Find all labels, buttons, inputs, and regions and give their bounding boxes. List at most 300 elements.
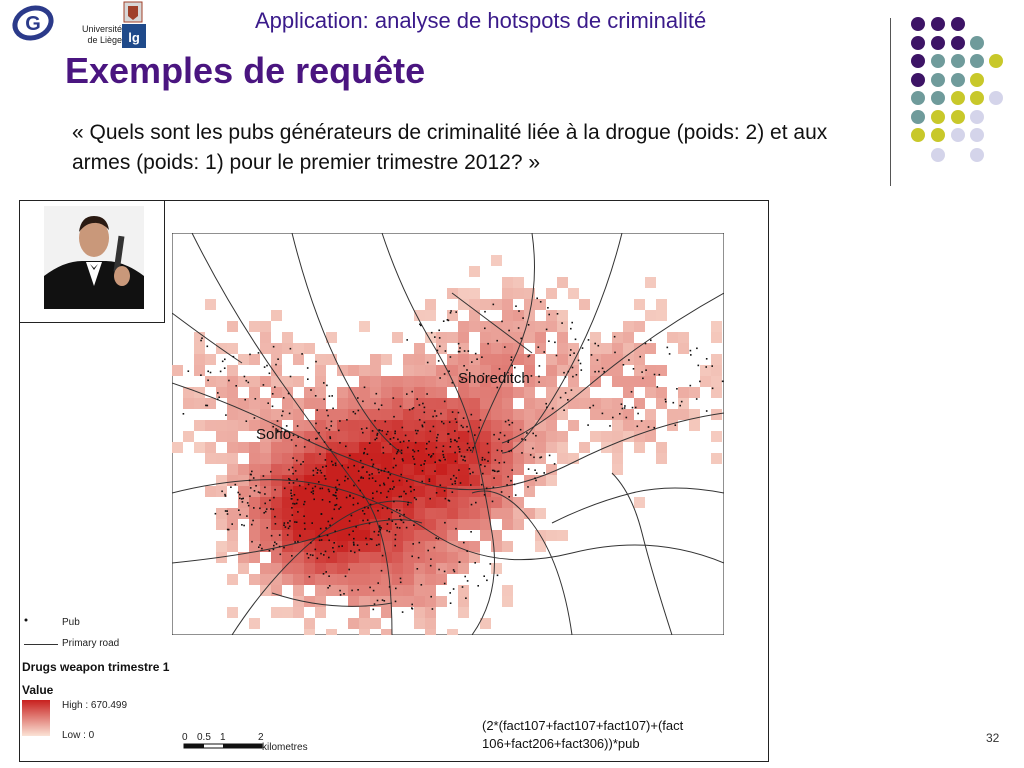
pub-point [637,413,639,415]
hotspot-cell [337,420,348,431]
pub-point [507,476,509,478]
hotspot-cell [304,464,315,475]
hotspot-cell [293,519,304,530]
pub-point [329,395,331,397]
pub-point [591,354,593,356]
hotspot-cell [282,453,293,464]
pub-point [253,507,255,509]
pub-point [444,583,446,585]
pub-point [514,367,516,369]
hotspot-cell [403,376,414,387]
pub-point [372,465,374,467]
hotspot-cell [469,321,480,332]
pub-point [572,376,574,378]
pub-point [281,415,283,417]
pub-point [598,371,600,373]
pub-point [290,490,292,492]
pub-point [315,468,317,470]
pub-point [324,441,326,443]
hotspot-cell [502,310,513,321]
pub-point [222,361,224,363]
pub-point [332,518,334,520]
pub-point [336,504,338,506]
pub-point [296,503,298,505]
pub-point [369,478,371,480]
pub-point [401,453,403,455]
pub-point [578,360,580,362]
hotspot-cell [304,453,315,464]
pub-point [632,407,634,409]
hotspot-cell [381,563,392,574]
pub-point [296,479,298,481]
pub-point [289,520,291,522]
pub-point [330,425,332,427]
pub-point [373,464,375,466]
pub-point [364,387,366,389]
pub-point [349,534,351,536]
pub-point [540,301,542,303]
hotspot-cell [425,618,436,629]
pub-point [207,405,209,407]
hotspot-cell [194,354,205,365]
pub-point [249,495,251,497]
hotspot-cell [458,486,469,497]
pub-point [304,501,306,503]
hotspot-cell [480,431,491,442]
pub-point [400,441,402,443]
hotspot-cell [678,332,689,343]
hotspot-cell [271,310,282,321]
pub-point [422,403,424,405]
hotspot-cell [260,321,271,332]
hotspot-cell [513,354,524,365]
hotspot-cell [590,365,601,376]
hotspot-cell [425,310,436,321]
hotspot-cell [414,387,425,398]
hotspot-cell [425,365,436,376]
hotspot-cell [667,409,678,420]
pub-point [554,342,556,344]
pub-point [508,440,510,442]
pub-point [353,538,355,540]
pub-point [456,421,458,423]
hotspot-cell [535,398,546,409]
hotspot-cell [502,387,513,398]
pub-point [358,410,360,412]
pub-point [412,543,414,545]
pub-point [546,407,548,409]
hotspot-cell [469,310,480,321]
pub-point [290,376,292,378]
pub-point [399,496,401,498]
hotspot-cell [458,431,469,442]
hotspot-cell [425,508,436,519]
pub-point [454,439,456,441]
pub-point [406,393,408,395]
pub-point [327,415,329,417]
hotspot-cell [315,585,326,596]
hotspot-cell [315,442,326,453]
pub-point [282,411,284,413]
pub-point [369,523,371,525]
hotspot-cell [260,442,271,453]
pub-point [242,501,244,503]
pub-point [493,434,495,436]
pub-point [410,491,412,493]
pub-point [476,358,478,360]
pub-point [434,547,436,549]
pub-point [501,321,503,323]
hotspot-cell [524,508,535,519]
pub-point [290,348,292,350]
hotspot-cell [634,442,645,453]
hotspot-cell [524,398,535,409]
hotspot-cell [326,574,337,585]
pub-point [456,441,458,443]
pub-point [288,478,290,480]
pub-point [497,575,499,577]
pub-point [292,514,294,516]
pub-point [493,477,495,479]
pub-point [515,494,517,496]
pub-point [293,435,295,437]
pub-point [220,371,222,373]
hotspot-cell [656,442,667,453]
pub-point [378,544,380,546]
hotspot-cell [205,354,216,365]
hotspot-cell [326,585,337,596]
hotspot-cell [293,464,304,475]
hotspot-cell [557,442,568,453]
hotspot-cell [458,519,469,530]
pub-point [380,492,382,494]
hotspot-cell [524,453,535,464]
pub-point [450,439,452,441]
hotspot-cell [381,475,392,486]
hotspot-cell [436,387,447,398]
hotspot-cell [293,398,304,409]
pub-point [412,456,414,458]
pub-point [295,470,297,472]
pub-point [228,380,230,382]
hotspot-cell [436,563,447,574]
hotspot-cell [425,541,436,552]
hotspot-cell [458,453,469,464]
pub-point [526,432,528,434]
pub-point [376,544,378,546]
hotspot-cell [227,321,238,332]
hotspot-cell [370,552,381,563]
pub-point [449,592,451,594]
hotspot-cell [315,486,326,497]
pub-point [315,361,317,363]
hotspot-cell [469,508,480,519]
hotspot-cell [568,376,579,387]
pub-point [436,447,438,449]
hotspot-cell [282,398,293,409]
hotspot-cell [590,343,601,354]
pub-point [313,470,315,472]
pub-point [657,386,659,388]
pub-point [431,332,433,334]
pub-point [386,496,388,498]
hotspot-cell [403,387,414,398]
hotspot-cell [359,376,370,387]
pub-point [378,429,380,431]
pub-point [349,495,351,497]
pub-point [207,346,209,348]
pub-point [504,462,506,464]
pub-point [594,371,596,373]
pub-point [384,600,386,602]
hotspot-cell [238,376,249,387]
pub-point [374,531,376,533]
pub-point [545,403,547,405]
hotspot-cell [425,585,436,596]
hotspot-cell [381,376,392,387]
hotspot-cell [260,519,271,530]
pub-point [328,521,330,523]
hotspot-cell [612,343,623,354]
pub-point [402,427,404,429]
pub-point [382,599,384,601]
hotspot-cell [183,398,194,409]
pub-point [376,438,378,440]
hotspot-cell [348,431,359,442]
hotspot-cell [557,530,568,541]
pub-point [430,558,432,560]
pub-point [458,446,460,448]
pub-point [264,366,266,368]
hotspot-cell [469,519,480,530]
pub-point [306,553,308,555]
pub-point [394,545,396,547]
pub-point [552,408,554,410]
pub-point [706,358,708,360]
hotspot-cell [513,420,524,431]
pub-point [364,448,366,450]
hotspot-cell [623,321,634,332]
pub-point [676,388,678,390]
pub-point [462,459,464,461]
pub-point [430,596,432,598]
hotspot-cell [623,343,634,354]
pub-point [335,465,337,467]
hotspot-cell [249,464,260,475]
pub-point [357,397,359,399]
pub-point [393,486,395,488]
pub-point [357,589,359,591]
pub-point [235,385,237,387]
hotspot-cell [348,409,359,420]
hotspot-cell [392,541,403,552]
hotspot-cell [216,376,227,387]
hotspot-cell [381,420,392,431]
hotspot-cell [304,508,315,519]
pub-point [413,524,415,526]
pub-point [399,515,401,517]
pub-point [288,393,290,395]
pub-point [360,460,362,462]
pub-point [501,450,503,452]
hotspot-cell [304,563,315,574]
pub-point [297,425,299,427]
pub-point [567,399,569,401]
pub-point [347,467,349,469]
scale-tick-1: 1 [220,732,226,743]
hotspot-cell [480,332,491,343]
pub-point [484,459,486,461]
pub-point [292,457,294,459]
pub-point [538,381,540,383]
pub-point [569,354,571,356]
pub-point [363,497,365,499]
pub-point [493,487,495,489]
hotspot-cell [612,365,623,376]
pub-point [243,525,245,527]
pub-point [455,483,457,485]
pub-point [424,460,426,462]
pub-point [311,491,313,493]
pub-point [366,544,368,546]
pub-point [372,430,374,432]
hotspot-cell [282,607,293,618]
hotspot-cell [381,596,392,607]
pub-point [539,365,541,367]
pub-point [614,352,616,354]
hotspot-cell [293,376,304,387]
hotspot-cell [260,398,271,409]
hotspot-cell [601,431,612,442]
hotspot-cell [227,365,238,376]
pub-point [403,441,405,443]
pub-point [433,453,435,455]
pub-point [358,470,360,472]
pub-point [450,312,452,314]
hotspot-cell [425,387,436,398]
pub-point [445,350,447,352]
pub-point [292,473,294,475]
pub-point [324,475,326,477]
pub-point [269,373,271,375]
hotspot-cell [436,442,447,453]
hotspot-cell [645,376,656,387]
hotspot-cell [491,409,502,420]
hotspot-cell [238,354,249,365]
pub-point [373,590,375,592]
pub-point [414,451,416,453]
hotspot-cell [491,453,502,464]
pub-point [318,432,320,434]
pub-point [393,397,395,399]
g-logo-icon [10,3,56,43]
pub-point [475,502,477,504]
hotspot-cell [271,387,282,398]
pub-point [273,545,275,547]
hotspot-cell [711,453,722,464]
hotspot-cell [667,332,678,343]
pub-point [304,528,306,530]
hotspot-cell [403,585,414,596]
pub-point [217,392,219,394]
pub-point [487,343,489,345]
pub-point [443,423,445,425]
pub-point [416,398,418,400]
hotspot-cell [656,310,667,321]
pub-point [279,546,281,548]
pub-point [459,451,461,453]
hotspot-cell [524,332,535,343]
pub-point [239,494,241,496]
hotspot-cell [370,486,381,497]
pub-point [367,519,369,521]
pub-point [534,477,536,479]
hotspot-cell [502,343,513,354]
pub-point [525,439,527,441]
pub-point [570,349,572,351]
pub-point [539,457,541,459]
hotspot-cell [205,398,216,409]
pub-point [509,424,511,426]
pub-point [315,423,317,425]
pub-point [481,484,483,486]
pub-point [327,587,329,589]
pub-point [353,411,355,413]
hotspot-cell [392,420,403,431]
hotspot-cell [447,453,458,464]
pub-point [377,510,379,512]
pub-point [454,430,456,432]
legend-layer-title: Drugs weapon trimestre 1 [22,660,170,674]
pub-point [264,503,266,505]
pub-point [576,374,578,376]
hotspot-cell [546,420,557,431]
pub-point [452,382,454,384]
pub-point [254,417,256,419]
hotspot-cell [326,431,337,442]
hotspot-cell [436,552,447,563]
pub-point [474,434,476,436]
pub-point [434,410,436,412]
pub-point [354,552,356,554]
pub-point [384,470,386,472]
pub-point [582,347,584,349]
pub-point [274,489,276,491]
dot-grid-decoration [900,10,1016,170]
pub-point [353,497,355,499]
hotspot-cell [502,464,513,475]
pub-point [642,378,644,380]
hotspot-cell [216,420,227,431]
pub-point [665,401,667,403]
pub-point [249,480,251,482]
pub-point [447,433,449,435]
hotspot-cell [359,574,370,585]
hotspot-cell [546,431,557,442]
hotspot-cell [546,354,557,365]
hotspot-cell [480,354,491,365]
pub-point [351,515,353,517]
hotspot-cell [425,299,436,310]
pub-point [508,451,510,453]
pub-point [416,433,418,435]
hotspot-cell [491,255,502,266]
hotspot-cell [359,552,370,563]
pub-point [297,499,299,501]
hotspot-cell [623,409,634,420]
hotspot-cell [392,431,403,442]
hotspot-cell [645,387,656,398]
